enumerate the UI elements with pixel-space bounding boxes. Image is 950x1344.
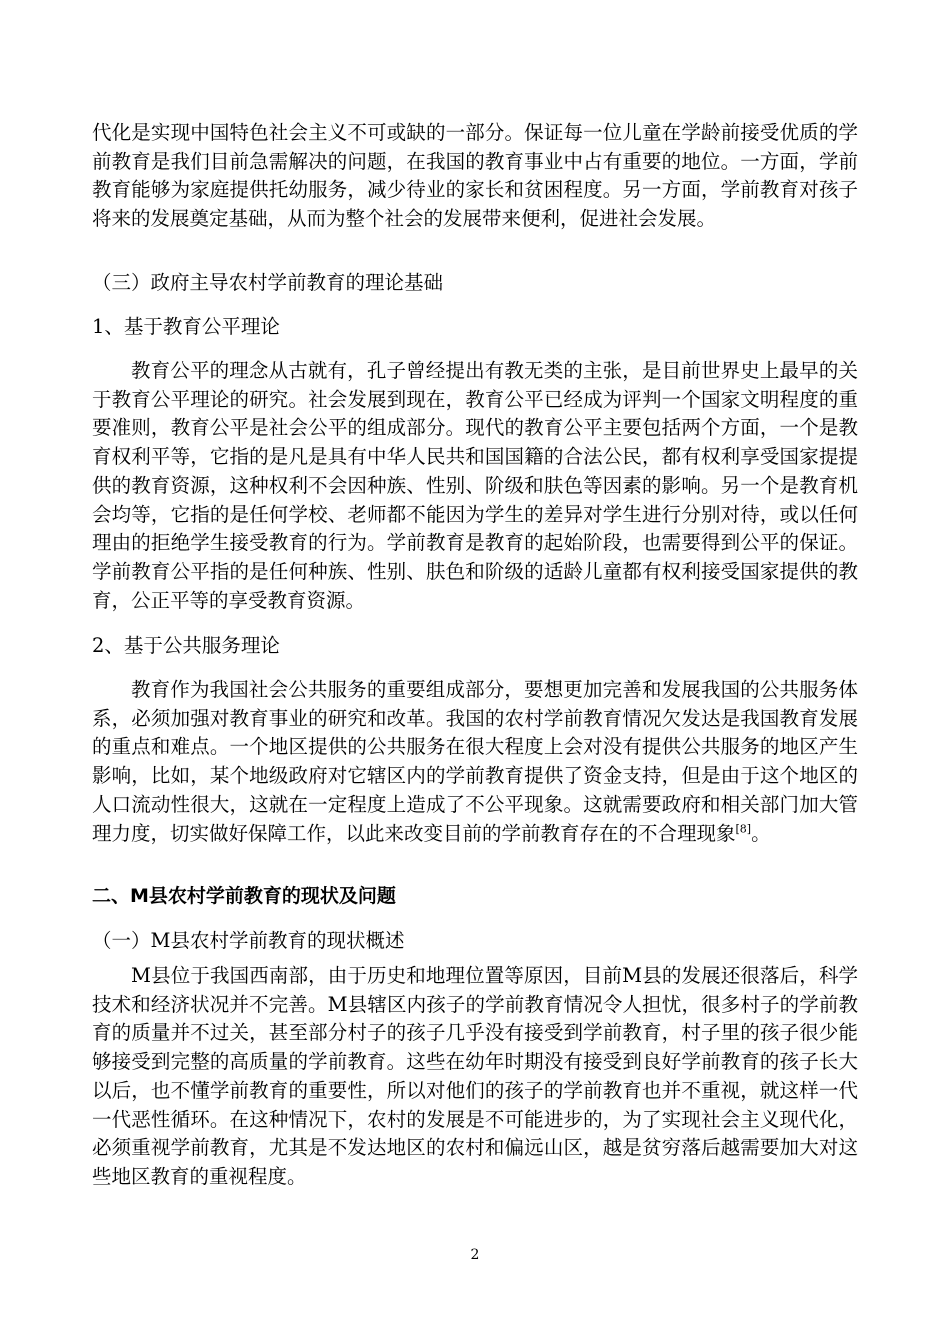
paragraph-end-mark: 。 [751, 821, 771, 845]
paragraph-public-service-text: 教育作为我国社会公共服务的重要组成部分，要想更加完善和发展我国的公共服务体系，必须加强对教育事业的研究和改革。我国的农村学前教育情况欠发达是我国教育发展的重点和难点。一个地区提供的公共服务在很大程度上会对没有提供公共服务的地区产生影响，比如，某个地级政府对它辖区内的学前教育提供了资金支持，但是由于这个地区的人口流动性很大，这就在一定程度上造成了不公平现象。这就需要政府和相关部门加大管理力度，切实做好保障工作，以此来改变目前的学前教育存在的不合理现象 [92, 678, 858, 845]
section-heading-3: （三）政府主导农村学前教育的理论基础 [92, 271, 444, 294]
section-heading-status-overview: （一）M县农村学前教育的现状概述 [92, 929, 405, 952]
citation-marker: [8] [735, 822, 752, 836]
page-number: 2 [470, 1247, 480, 1263]
subsection-heading-public-service: 2、基于公共服务理论 [92, 634, 280, 657]
subsection-heading-education-equity: 1、基于教育公平理论 [92, 315, 280, 338]
paragraph-status-overview: M县位于我国西南部，由于历史和地理位置等原因，目前M县的发展还很落后，科学技术和经济状况并不完善。M县辖区内孩子的学前教育情况令人担忧，很多村子的学前教育的质量并不过关，甚至部分村子的孩子几乎没有接受到学前教育，村子里的孩子很少能够接受到完整的高质量的学前教育。这些在幼年时期没有接受到良好学前教育的孩子长大以后，也不懂学前教育的重要性，所以对他们的孩子的学前教育也并不重视，就这样一代一代恶性循环。在这种情况下，农村的发展是不可能进步的，为了实现社会主义现代化，必须重视学前教育，尤其是不发达地区的农村和偏远山区，越是贫穷落后越需要加大对这些地区教育的重视程度。 [92, 964, 858, 1188]
paragraph-education-equity: 教育公平的理念从古就有，孔子曾经提出有教无类的主张，是目前世界史上最早的关于教育公平理论的研究。社会发展到现在，教育公平已经成为评判一个国家文明程度的重要准则，教育公平是社会公平的组成部分。现代的教育公平主要包括两个方面，一个是教育权利平等，它指的是凡是具有中华人民共和国国籍的合法公民，都有权利享受国家提提供的教育资源，这种权利不会因种族、性别、阶级和肤色等因素的影响。另一个是教育机会均等，它指的是任何学校、老师都不能因为学生的差异对学生进行分别对待，或以任何理由的拒绝学生接受教育的行为。学前教育是教育的起始阶段，也需要得到公平的保证。学前教育公平指的是任何种族、性别、肤色和阶级的适龄儿童都有权利接受国家提供的教育，公正平等的享受教育资源。 [92, 359, 858, 612]
paragraph-public-service [92, 676, 858, 848]
paragraph-continuation: 代化是实现中国特色社会主义不可或缺的一部分。保证每一位儿童在学龄前接受优质的学前教育是我们目前急需解决的问题，在我国的教育事业中占有重要的地位。一方面，学前教育能够为家庭提供托幼服务，减少待业的家长和贫困程度。另一方面，学前教育对孩子将来的发展奠定基础，从而为整个社会的发展带来便利，促进社会发展。 [92, 121, 858, 231]
chapter-heading-2: 二、M县农村学前教育的现状及问题 [92, 885, 396, 907]
